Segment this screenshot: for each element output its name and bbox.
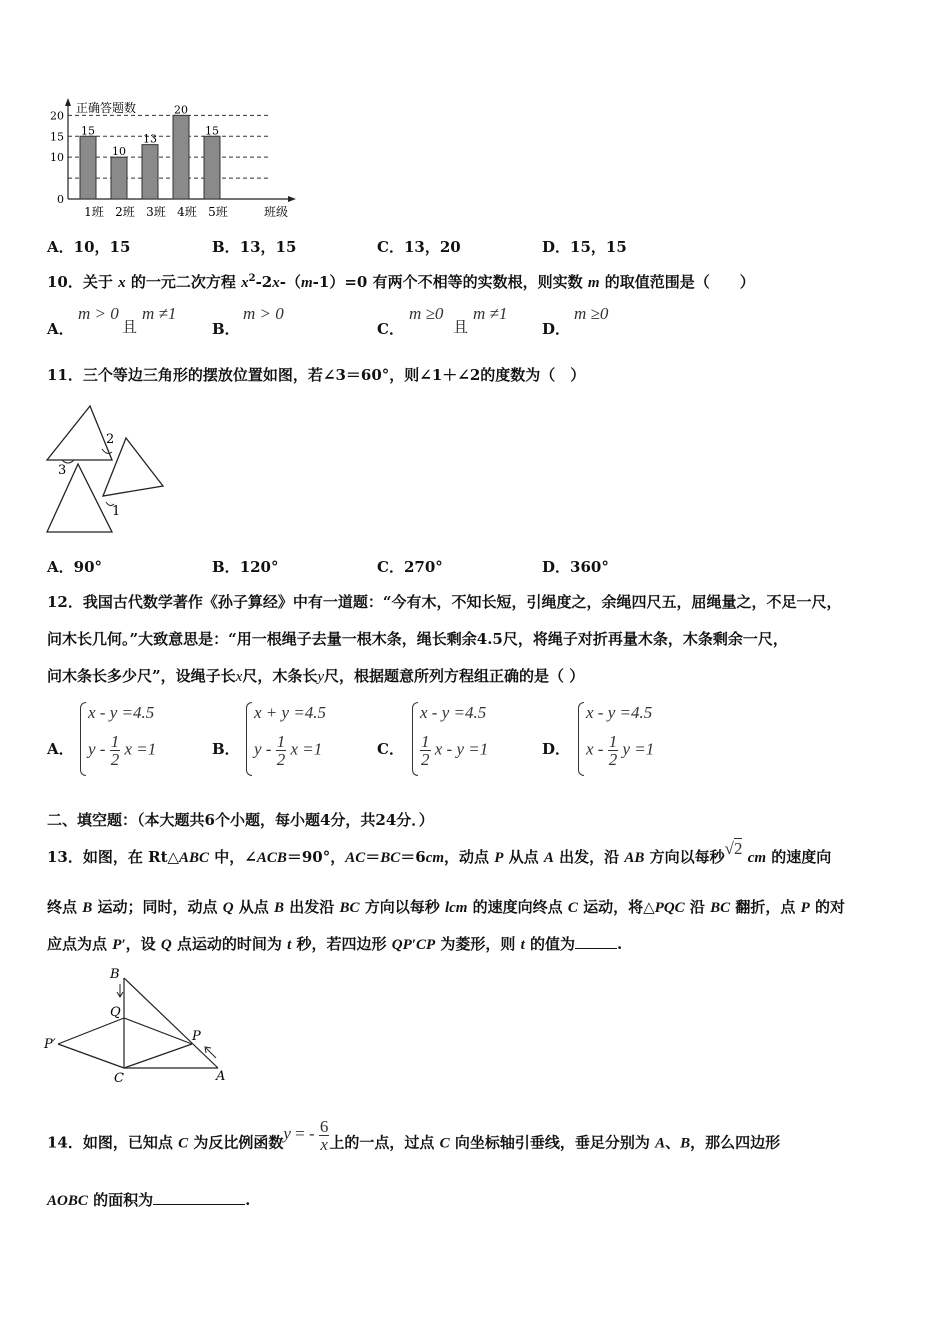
segment-qpprime	[58, 1018, 124, 1044]
q11-option-d: D．360°	[542, 558, 609, 576]
q10-option-a-letter: A．	[47, 320, 74, 338]
bar-4班	[173, 115, 189, 199]
y-tick-15: 15	[50, 130, 64, 144]
q12-option-c-letter: C．	[377, 740, 404, 758]
label-pprime: P′	[44, 1037, 56, 1052]
x-tick-5班: 5班	[208, 205, 228, 219]
q12-line1: 12．我国古代数学著作《孙子算经》中有一道题：“今有木，不知长短，引绳度之，余绳四尺五，屈绳量之，不足一尺，	[47, 593, 842, 611]
q10-option-c-expr1: m ≥0	[409, 304, 444, 323]
segment-cp	[124, 1044, 192, 1068]
q9-option-c: C．13，20	[377, 238, 461, 256]
q10-stem: 10．关于 x 的一元二次方程 $x^2-2x-(m-1)=0$ 有两个不相等的实数根，则实数 m 的取值范围是（ ）	[47, 273, 755, 291]
bar-chart	[40, 96, 310, 224]
q14-answer-blank[interactable]	[153, 1204, 245, 1205]
q13-line2: 终点 B 运动；同时，动点 Q 从点 B 出发沿 BC 方向以每秒 lcm 的速度向终点 C 运动，将△PQC 沿 BC 翻折，点 P 的对	[47, 898, 845, 916]
x-tick-1班: 1班	[84, 205, 104, 219]
angle-2-arc	[102, 449, 112, 453]
label-b: B	[110, 967, 120, 982]
q12-option-c-eq1: x - y =4.5	[420, 703, 487, 722]
label-p: P	[192, 1029, 201, 1044]
bar-value-1班: 15	[81, 124, 95, 138]
q10-option-d-expr: m ≥0	[574, 304, 609, 323]
rhombus-figure	[40, 964, 240, 1086]
bar-value-2班: 10	[112, 145, 126, 159]
q14-line2: AOBC 的面积为 .	[47, 1191, 251, 1209]
q10-option-a-expr1: m > 0	[78, 304, 119, 323]
q12-option-b-letter: B．	[212, 740, 240, 758]
triangle-top	[47, 406, 115, 460]
x-tick-3班: 3班	[146, 205, 166, 219]
triangles-figure	[40, 400, 170, 536]
y-axis-label: 正确答题数	[76, 101, 137, 115]
q13-answer-blank[interactable]	[575, 948, 617, 949]
segment-qp	[124, 1018, 192, 1044]
q12-line2: 问木长几何。”大致意思是：“用一根绳子去量一根木条，绳长剩余4.5尺，将绳子对折再量木条，木条剩余一尺，	[47, 630, 788, 648]
bar-3班	[142, 145, 158, 199]
q12-line3: 问木条长多少尺”，设绳子长x尺，木条长y尺，根据题意所列方程组正确的是（ ）	[47, 667, 585, 685]
angle-2-label: 2	[106, 432, 115, 447]
segment-cpprime	[58, 1044, 124, 1068]
x-axis-arrow	[288, 196, 296, 202]
label-a: A	[216, 1069, 226, 1084]
q12-option-d-eq1: x - y =4.5	[586, 703, 653, 722]
bar-value-4班: 20	[174, 103, 188, 117]
q10-option-c-letter: C．	[377, 320, 404, 338]
angle-1-label: 1	[112, 504, 121, 519]
q10-option-a-expr2: m ≠1	[142, 304, 177, 323]
x-tick-2班: 2班	[115, 205, 135, 219]
q10-option-b-letter: B．	[212, 320, 240, 338]
q10-option-c-and: 且	[453, 318, 469, 336]
y-tick-20: 20	[50, 109, 64, 123]
q12-option-b-eq1: x + y =4.5	[254, 703, 327, 722]
arrow-down-icon	[117, 984, 123, 997]
label-c: C	[114, 1071, 124, 1086]
q10-option-a-and: 且	[122, 318, 138, 336]
y-axis-arrow	[65, 98, 71, 106]
q10-option-b-expr: m > 0	[243, 304, 284, 323]
q12-option-d-eq2: x - $\frac{1}{2}$ y =1	[586, 732, 655, 769]
q12-option-b-brace	[246, 702, 252, 776]
q14-line1: 14．如图，已知点 C 为反比例函数y = - $\frac{6}{x}$ 上的一点，过点 C 向坐标轴引垂线，垂足分别为 A、B，那么四边形	[47, 1117, 781, 1154]
q9-option-b: B．13，15	[212, 238, 297, 256]
bar-value-3班: 13	[143, 132, 157, 146]
q12-option-c-eq2: $\frac{1}{2}$ x - y =1	[421, 732, 489, 769]
q12-option-d-brace	[578, 702, 584, 776]
label-q: Q	[110, 1005, 121, 1020]
x-axis-label: 班级	[264, 205, 289, 219]
bar-5班	[204, 136, 220, 199]
q9-option-a: A．10，15	[47, 238, 131, 256]
q9-option-d: D．15，15	[542, 238, 627, 256]
q12-option-b-eq2: y - $\frac{1}{2}$ x =1	[254, 732, 323, 769]
q11-option-c: C．270°	[377, 558, 443, 576]
angle-3-label: 3	[58, 463, 67, 478]
y-tick-10: 10	[50, 151, 64, 165]
q12-option-a-eq2: y - $\frac{1}{2}$ x =1	[88, 732, 157, 769]
triangle-bottom	[47, 464, 112, 532]
q10-option-c-expr2: m ≠1	[473, 304, 508, 323]
q10-option-d-letter: D．	[542, 320, 571, 338]
q12-option-a-brace	[80, 702, 86, 776]
y-tick-0: 0	[57, 193, 64, 206]
q12-option-a-eq1: x - y =4.5	[88, 703, 155, 722]
bar-value-5班: 15	[205, 124, 219, 138]
q12-option-c-brace	[412, 702, 418, 776]
section-2-heading: 二、填空题：（本大题共6个小题，每小题4分，共24分．）	[47, 811, 434, 829]
bar-1班	[80, 136, 96, 199]
q13-line1: 13．如图，在 Rt△ABC 中，∠ACB＝90°，AC＝BC＝6cm，动点 P 从点 A 出发，沿 AB 方向以每秒√2 cm 的速度向	[47, 839, 832, 866]
q12-option-d-letter: D．	[542, 740, 571, 758]
q13-line3: 应点为点 P′，设 Q 点运动的时间为 t 秒，若四边形 QP′CP 为菱形，则 t 的值为 .	[47, 935, 623, 953]
bar-2班	[111, 157, 127, 199]
q12-option-a-letter: A．	[47, 740, 74, 758]
q11-stem: 11．三个等边三角形的摆放位置如图，若∠3＝60°，则∠1＋∠2的度数为（ ）	[47, 366, 586, 384]
x-tick-4班: 4班	[177, 205, 197, 219]
q11-option-a: A．90°	[47, 558, 103, 576]
q11-option-b: B．120°	[212, 558, 279, 576]
